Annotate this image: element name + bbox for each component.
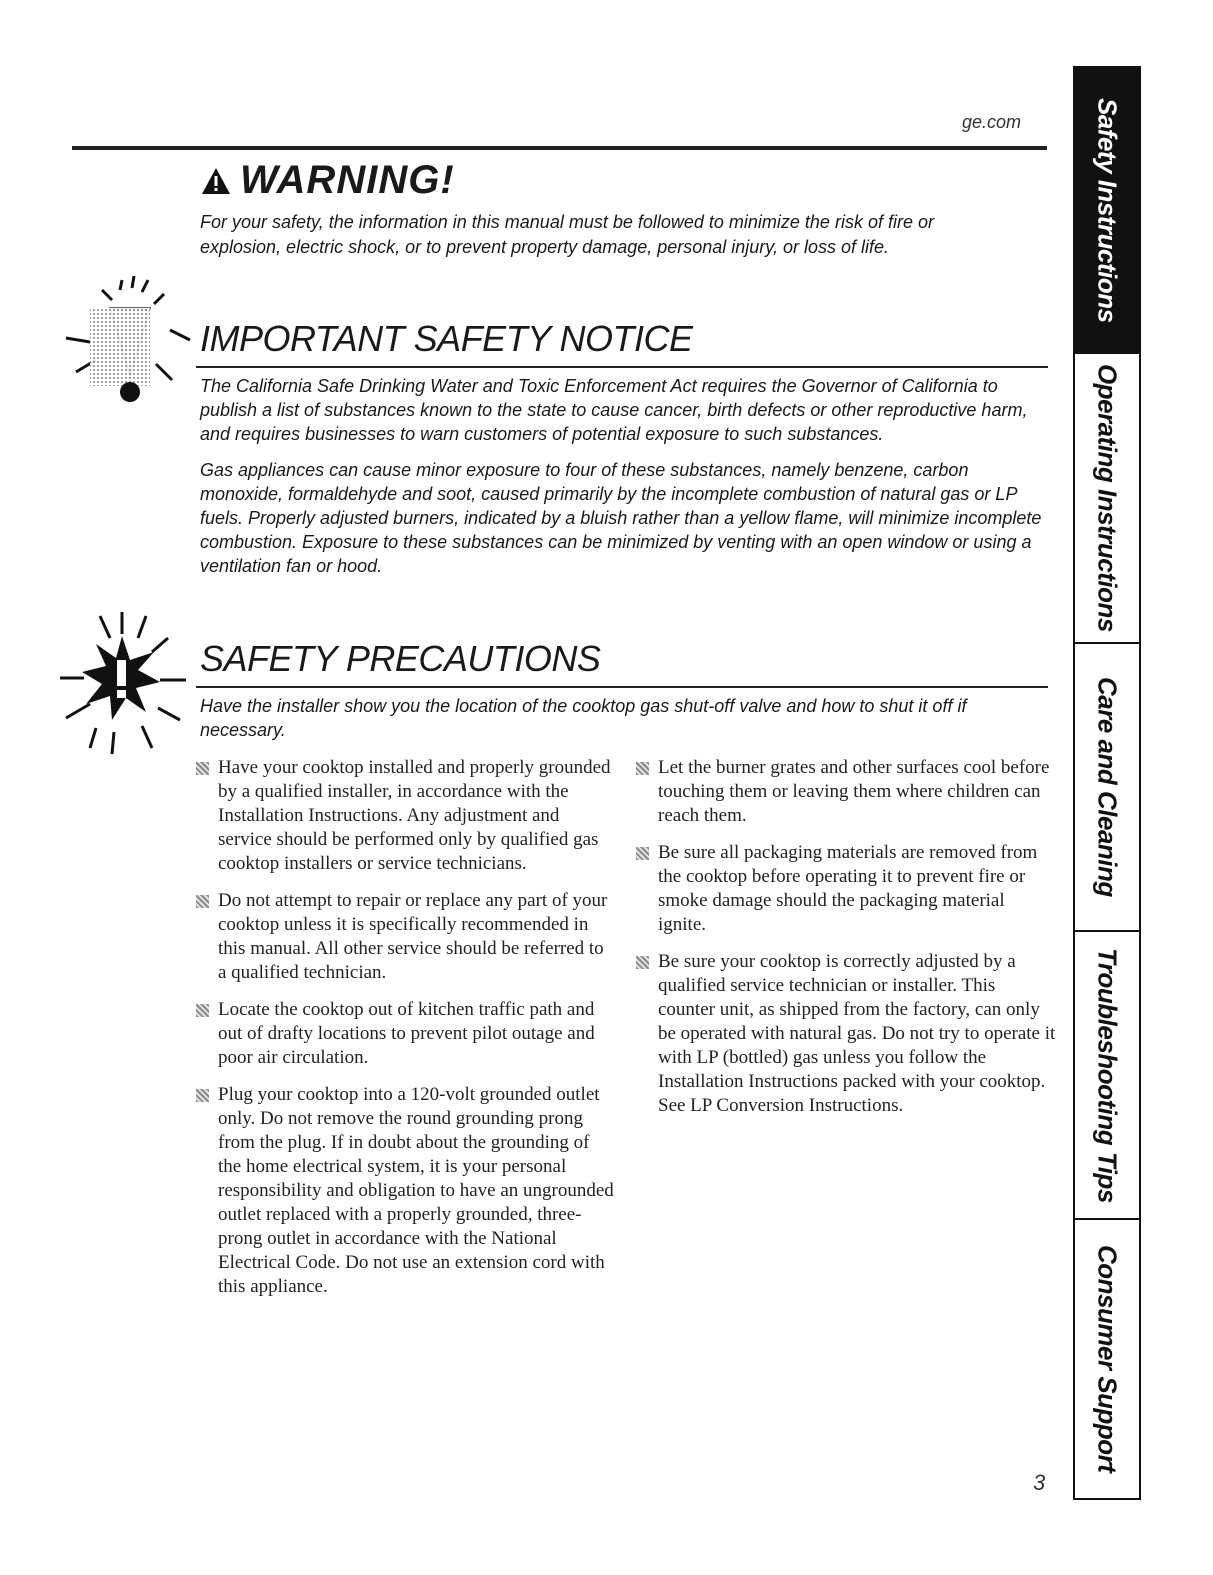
list-item: Locate the cooktop out of kitchen traffic path and out of drafty locations to prevent pilot outage and poor air circulation. bbox=[196, 998, 616, 1070]
precautions-title: SAFETY PRECAUTIONS bbox=[200, 638, 601, 679]
list-item: Let the burner grates and other surfaces cool before touching them or leaving them where children can reach them. bbox=[636, 756, 1056, 828]
warning-text: For your safety, the information in this manual must be followed to minimize the risk of fire or explosion, electric shock, or to prevent property damage, personal injury, or loss of life. bbox=[200, 212, 934, 257]
warning-triangle-icon bbox=[200, 166, 232, 196]
notice-rule bbox=[196, 366, 1048, 368]
tab-care-and-cleaning[interactable] bbox=[1075, 644, 1139, 932]
bullet-icon bbox=[196, 762, 209, 775]
bullet-icon bbox=[636, 762, 649, 775]
tab-label: Operating Instructions bbox=[1092, 364, 1123, 632]
precautions-rule bbox=[196, 686, 1048, 688]
exclamation-burst-icon bbox=[60, 268, 200, 418]
header-rule bbox=[72, 146, 1047, 150]
warning-title: WARNING! bbox=[240, 158, 455, 202]
tab-label: Consumer Support bbox=[1092, 1245, 1123, 1473]
tab-consumer-support[interactable] bbox=[1075, 1220, 1139, 1498]
warning-heading bbox=[200, 158, 455, 203]
bullet-icon bbox=[196, 1089, 209, 1102]
tab-label: Safety Instructions bbox=[1092, 97, 1123, 323]
bullet-icon bbox=[636, 956, 649, 969]
precautions-left-column bbox=[196, 756, 616, 1312]
tab-troubleshooting-tips[interactable] bbox=[1075, 932, 1139, 1220]
precautions-intro: Have the installer show you the location of the cooktop gas shut-off valve and how to shut it off if necessary. bbox=[200, 696, 967, 740]
tab-label: Troubleshooting Tips bbox=[1092, 947, 1123, 1203]
page-number: 3 bbox=[1033, 1470, 1046, 1495]
bullet-icon bbox=[196, 1004, 209, 1017]
list-item: Be sure all packaging materials are removed from the cooktop before operating it to prevent fire or smoke damage should the packaging material ignite. bbox=[636, 841, 1056, 937]
list-item: Plug your cooktop into a 120-volt grounded outlet only. Do not remove the round grounding prong from the plug. If in doubt about the grounding of the home electrical system, it is your personal responsibility and obligation to have an ungrounded outlet replaced with a properly grounded, three-prong outlet in accordance with the National Electrical Code. Do not use an extension cord with this appliance. bbox=[196, 1083, 616, 1299]
notice-paragraph-2: Gas appliances can cause minor exposure to four of these substances, namely benzene, carbon monoxide, formaldehyde and soot, caused primarily by the incomplete combustion of natural gas or LP fuels. Properly adjusted burners, indicated by a bluish rather than a yellow flame, will minimize incomplete combustion. Exposure to these substances can be minimized by venting with an open window or using a ventilation fan or hood. bbox=[200, 460, 1042, 576]
section-tabs bbox=[1073, 66, 1141, 1500]
tab-safety-instructions[interactable] bbox=[1075, 68, 1139, 354]
bullet-icon bbox=[196, 895, 209, 908]
list-item: Be sure your cooktop is correctly adjusted by a qualified service technician or installer. This counter unit, as shipped from the factory, can only be operated with natural gas. Do not try to operate it with LP (bottled) gas unless you follow the Installation Instructions packed with your cooktop. See LP Conversion Instructions. bbox=[636, 950, 1056, 1118]
site-url: ge.com bbox=[961, 112, 1021, 132]
notice-paragraph-1: The California Safe Drinking Water and Toxic Enforcement Act requires the Governor of California to publish a list of substances known to the state to cause cancer, birth defects or other reproductive harm, and requires businesses to warn customers of potential exposure to such substances. bbox=[200, 376, 1028, 444]
tab-label: Care and Cleaning bbox=[1092, 677, 1123, 897]
starburst-icon bbox=[56, 608, 196, 758]
tab-operating-instructions[interactable] bbox=[1075, 354, 1139, 644]
list-item: Do not attempt to repair or replace any part of your cooktop unless it is specifically recommended in this manual. All other service should be referred to a qualified technician. bbox=[196, 889, 616, 985]
notice-title: IMPORTANT SAFETY NOTICE bbox=[200, 318, 693, 359]
bullet-icon bbox=[636, 847, 649, 860]
precautions-right-column bbox=[636, 756, 1056, 1131]
list-item: Have your cooktop installed and properly grounded by a qualified installer, in accordance with the Installation Instructions. Any adjustment and service should be performed only by qualified gas cooktop installers or service technicians. bbox=[196, 756, 616, 876]
